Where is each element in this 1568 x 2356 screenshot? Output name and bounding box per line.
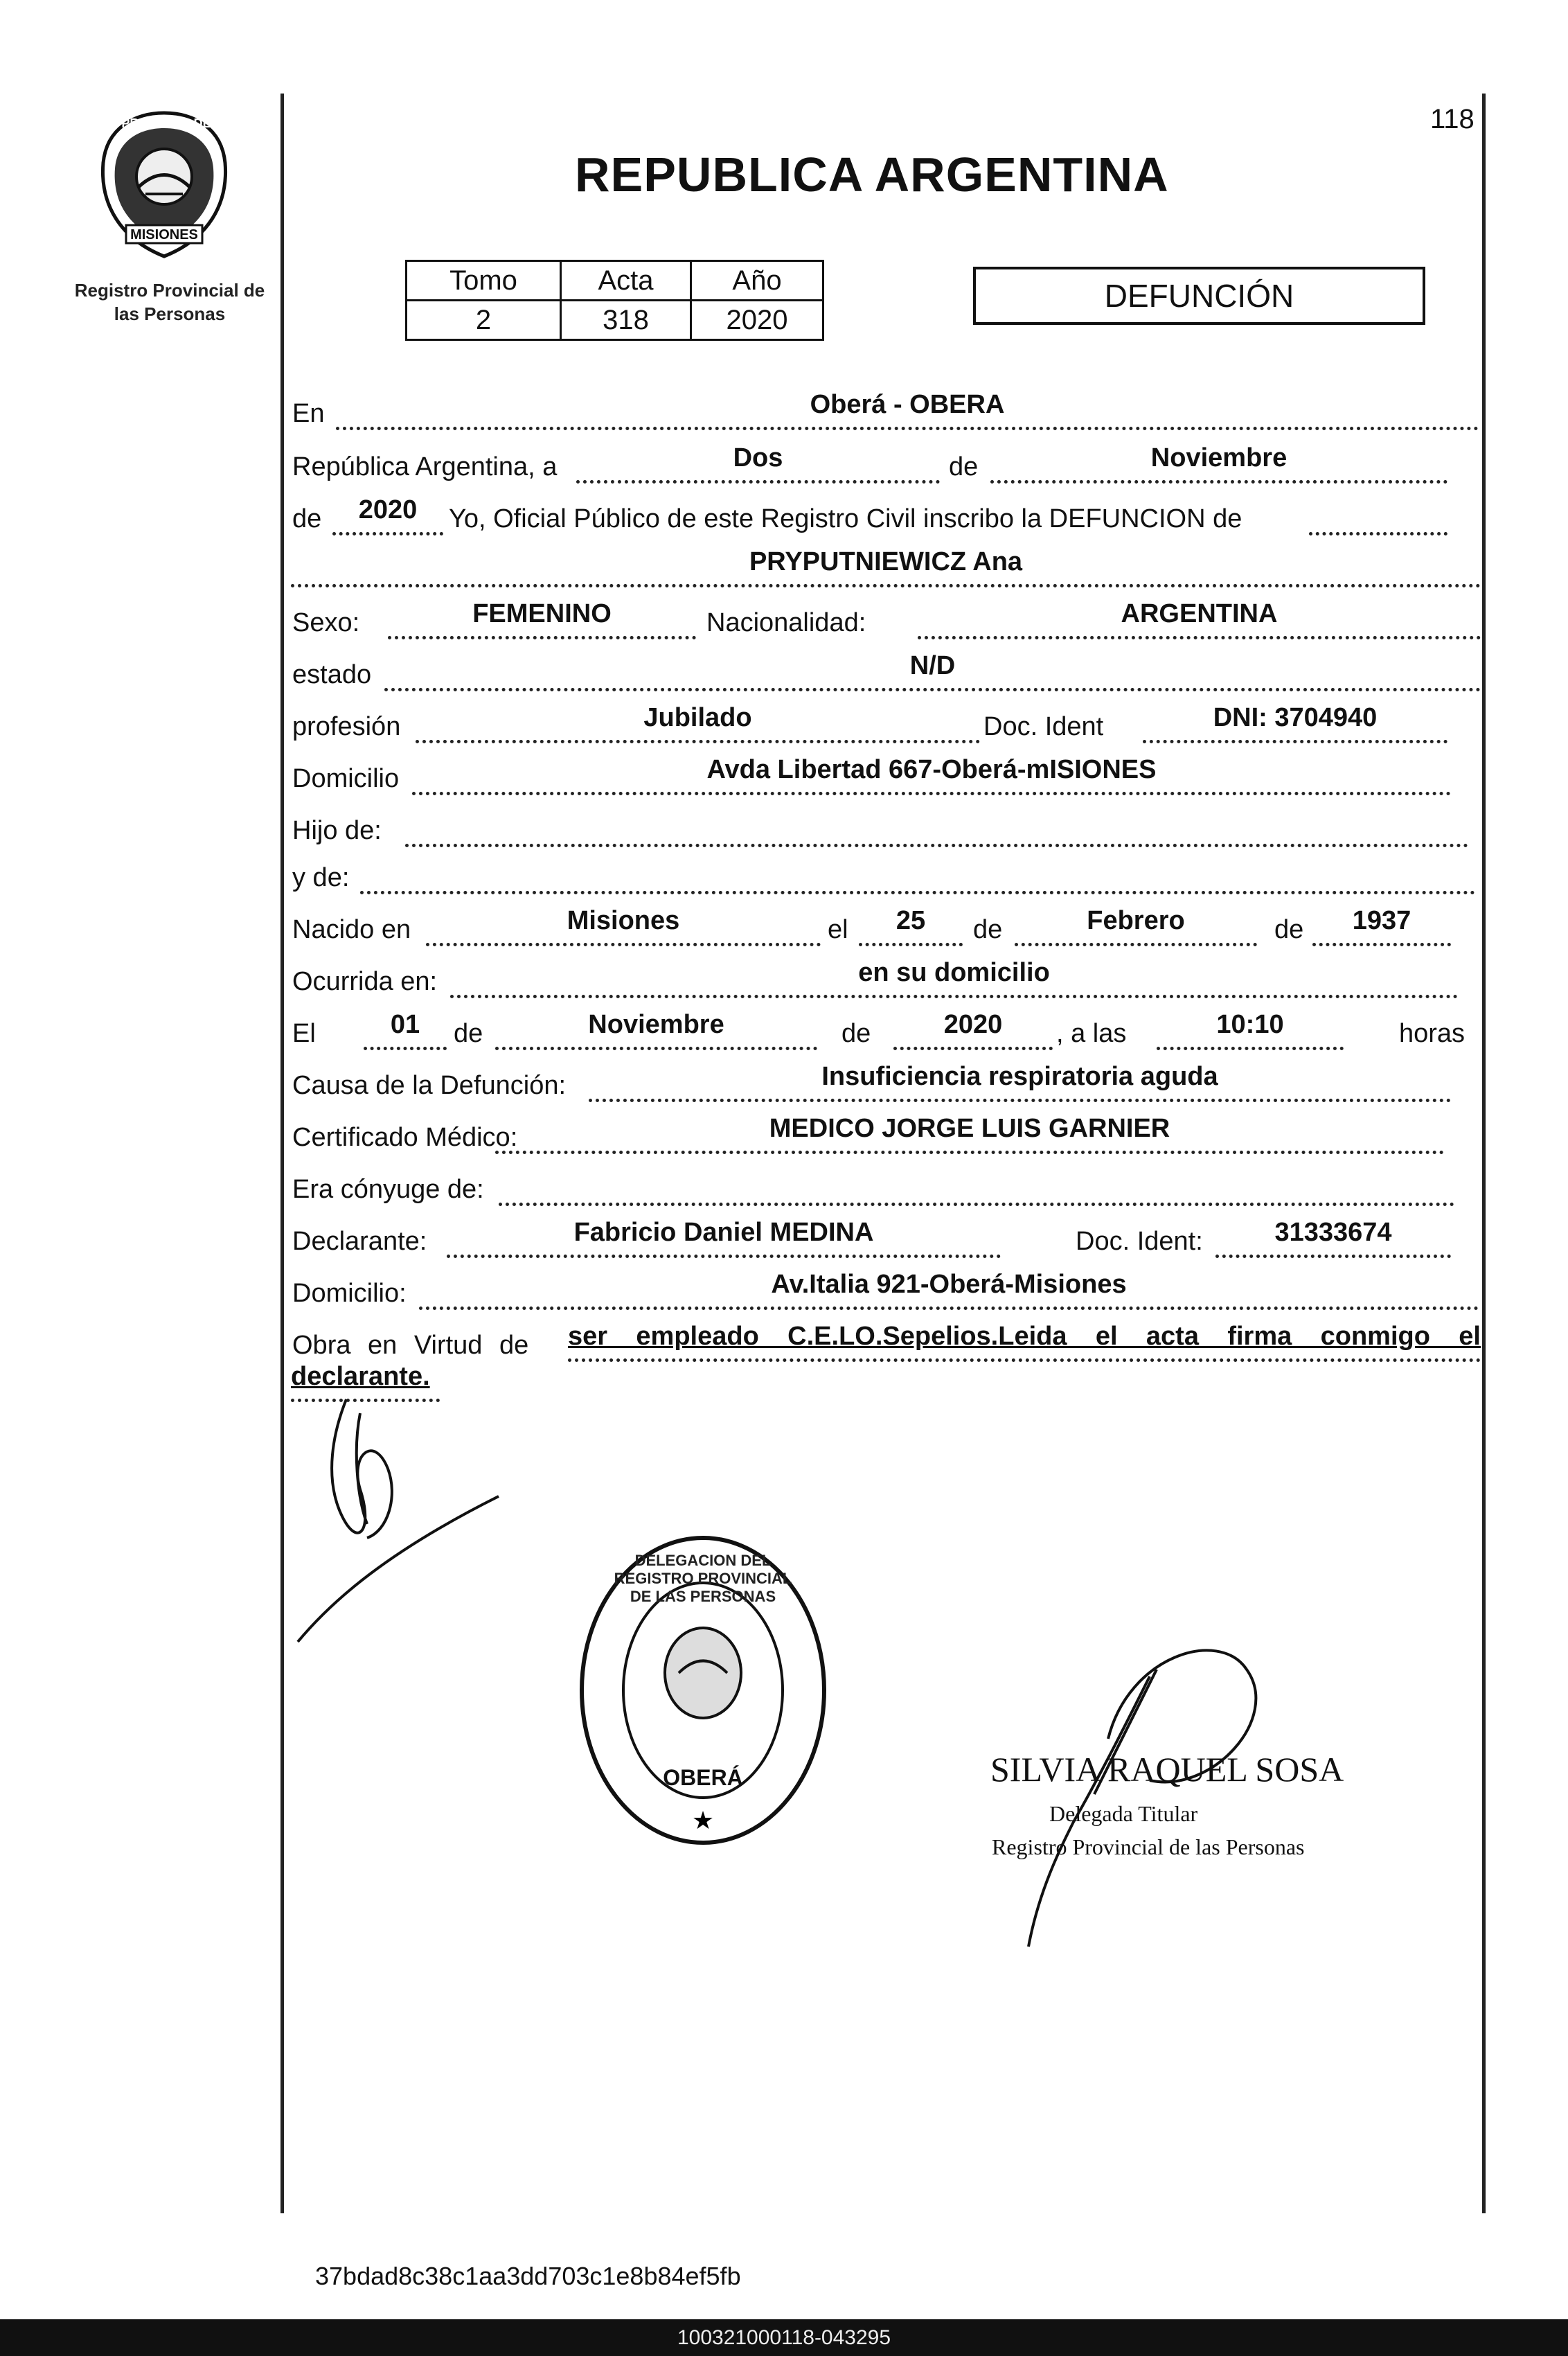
row-place: [291, 384, 1482, 433]
svg-text:★: ★: [691, 1806, 715, 1834]
label-doc-ident: Doc. Ident: [983, 712, 1104, 741]
label-sexo: Sexo:: [292, 608, 360, 637]
label-de-6: de: [841, 1019, 871, 1048]
value-declarant-doc: 31333674: [1274, 1218, 1392, 1247]
field-birth-year: [1312, 906, 1451, 946]
label-nacido-en: Nacido en: [292, 915, 411, 944]
field-sex: [388, 599, 696, 639]
value-tomo: 2: [407, 301, 561, 340]
field-spouse: [499, 1169, 1454, 1206]
official-office: Registro Provincial de las Personas: [992, 1834, 1305, 1859]
label-conyuge: Era cónyuge de:: [292, 1175, 484, 1204]
row-status: [291, 646, 1482, 694]
value-year: 2020: [358, 495, 418, 524]
value-birth-year: 1937: [1352, 906, 1411, 935]
label-de-5: de: [454, 1019, 483, 1048]
field-intro-end: [1309, 499, 1447, 535]
right-border-line: [1482, 94, 1486, 2213]
emblem-text-bottom: MISIONES: [130, 227, 198, 242]
value-birth-place: Misiones: [567, 906, 680, 935]
header-tomo: Tomo: [407, 261, 561, 301]
stamp-city: OBERÁ: [663, 1765, 743, 1790]
label-de-1: de: [949, 452, 979, 481]
field-status: [384, 651, 1481, 691]
page-number: 118: [1430, 104, 1475, 134]
row-birth: [291, 901, 1482, 949]
row-cause: [291, 1056, 1482, 1105]
label-de-4: de: [1274, 915, 1304, 944]
page-title: REPUBLICA ARGENTINA: [575, 148, 1169, 202]
row-mother: [291, 849, 1482, 897]
value-anio: 2020: [691, 301, 823, 340]
row-death-date: [291, 1004, 1482, 1053]
field-death-day: [364, 1010, 447, 1050]
field-place: [336, 390, 1479, 430]
label-obra-en: Obra en Virtud de: [292, 1331, 529, 1360]
field-death-place: [450, 958, 1458, 998]
label-ocurrida-en: Ocurrida en:: [292, 967, 438, 996]
value-nationality: ARGENTINA: [1121, 599, 1278, 628]
registry-name: Registro Provincial de las Personas: [74, 280, 265, 324]
value-death-day: 01: [390, 1010, 420, 1039]
value-document: DNI: 3704940: [1213, 703, 1378, 732]
label-hijo-de: Hijo de:: [292, 816, 382, 845]
label-causa: Causa de la Defunción:: [292, 1071, 567, 1100]
stamp-text: DELEGACION DEL REGISTRO PROVINCIAL DE LAS PERSONAS: [614, 1552, 792, 1605]
value-acta: 318: [561, 301, 691, 340]
value-birth-day: 25: [896, 906, 926, 935]
row-deceased: [291, 542, 1482, 590]
value-day: Dos: [733, 443, 783, 472]
label-yo-oficial: Yo, Oficial Público de este Registro Civil inscribo la DEFUNCION de: [449, 504, 1242, 533]
field-birth-day: [859, 906, 963, 946]
register-value-row: [407, 301, 823, 340]
label-profesion: profesión: [292, 712, 401, 741]
header-acta: Acta: [561, 261, 691, 301]
field-month: [990, 443, 1447, 484]
label-doc-ident-2: Doc. Ident:: [1076, 1227, 1203, 1256]
value-death-time: 10:10: [1216, 1010, 1284, 1039]
row-date: [291, 438, 1482, 486]
row-death-place: [291, 953, 1482, 1001]
label-en: En: [292, 399, 325, 428]
value-certificate: MEDICO JORGE LUIS GARNIER: [769, 1114, 1170, 1143]
field-address: [412, 755, 1451, 795]
label-y-de: y de:: [292, 863, 350, 892]
official-title: Delegada Titular: [1049, 1801, 1198, 1826]
label-a-las: , a las: [1056, 1019, 1127, 1048]
value-deceased: PRYPUTNIEWICZ Ana: [749, 547, 1023, 576]
field-declarant: [447, 1218, 1001, 1258]
emblem-text-top: PROVINCIA DE: [121, 116, 211, 130]
label-el-1: el: [828, 915, 848, 944]
field-profession: [416, 703, 980, 743]
label-republica: República Argentina, a: [292, 452, 558, 481]
field-mother: [360, 858, 1475, 894]
field-death-time: [1157, 1010, 1344, 1050]
field-declarant-doc: [1215, 1218, 1451, 1258]
field-father: [405, 811, 1468, 847]
barcode-strip: 100321000118-043295: [0, 2319, 1568, 2356]
row-spouse: [291, 1160, 1482, 1209]
row-sex: [291, 594, 1482, 642]
field-year: [332, 495, 443, 535]
row-certificate: [291, 1108, 1482, 1157]
row-profession: [291, 698, 1482, 746]
label-de-2: de: [292, 504, 322, 533]
label-nacionalidad: Nacionalidad:: [706, 608, 866, 637]
header-anio: Año: [691, 261, 823, 301]
value-sex: FEMENINO: [472, 599, 612, 628]
value-place: Oberá - OBERA: [810, 390, 1005, 419]
official-name: SILVIA RAQUEL SOSA: [990, 1750, 1344, 1789]
label-certificado: Certificado Médico:: [292, 1123, 518, 1152]
row-declarant: [291, 1212, 1482, 1261]
value-death-year: 2020: [943, 1010, 1003, 1039]
label-declarante: Declarante:: [292, 1227, 427, 1256]
declarant-signature: [291, 1392, 519, 1656]
field-nationality: [918, 599, 1481, 639]
field-declarant-address: [419, 1270, 1479, 1310]
label-horas: horas: [1399, 1019, 1465, 1048]
row-declarant-address: [291, 1264, 1482, 1313]
value-capacity-2: declarante.: [291, 1362, 430, 1391]
label-domicilio-2: Domicilio:: [292, 1279, 407, 1308]
value-address: Avda Libertad 667-Oberá-mISIONES: [706, 755, 1157, 784]
field-certificate: [495, 1114, 1444, 1154]
field-death-month: [495, 1010, 817, 1050]
value-month: Noviembre: [1150, 443, 1288, 472]
value-birth-month: Febrero: [1087, 906, 1185, 935]
label-el-2: El: [292, 1019, 316, 1048]
register-table: [405, 260, 824, 341]
value-profession: Jubilado: [643, 703, 752, 732]
value-death-place: en su domicilio: [858, 958, 1050, 987]
field-day: [576, 443, 940, 484]
value-status: N/D: [909, 651, 956, 680]
field-deceased: [291, 547, 1481, 587]
act-type-box: DEFUNCIÓN: [973, 267, 1425, 325]
row-father: [291, 801, 1482, 850]
label-domicilio: Domicilio: [292, 764, 400, 793]
value-declarant: Fabricio Daniel MEDINA: [573, 1218, 874, 1247]
field-birth-place: [426, 906, 821, 946]
field-cause: [589, 1062, 1451, 1102]
value-death-month: Noviembre: [588, 1010, 724, 1039]
value-declarant-address: Av.Italia 921-Oberá-Misiones: [771, 1270, 1127, 1299]
field-document: [1143, 703, 1447, 743]
field-birth-month: [1015, 906, 1257, 946]
label-estado: estado: [292, 660, 372, 689]
label-de-3: de: [973, 915, 1003, 944]
register-header-row: [407, 261, 823, 301]
value-capacity-1: ser empleado C.E.LO.Sepelios.Leida el acta firma conmigo el: [568, 1322, 1481, 1351]
row-intro: [291, 490, 1482, 538]
value-cause: Insuficiencia respiratoria aguda: [821, 1062, 1218, 1091]
field-death-year: [893, 1010, 1053, 1050]
document-hash: 37bdad8c38c1aa3dd703c1e8b84ef5fb: [315, 2262, 741, 2290]
row-address: [291, 750, 1482, 798]
left-border-line: [280, 94, 284, 2213]
